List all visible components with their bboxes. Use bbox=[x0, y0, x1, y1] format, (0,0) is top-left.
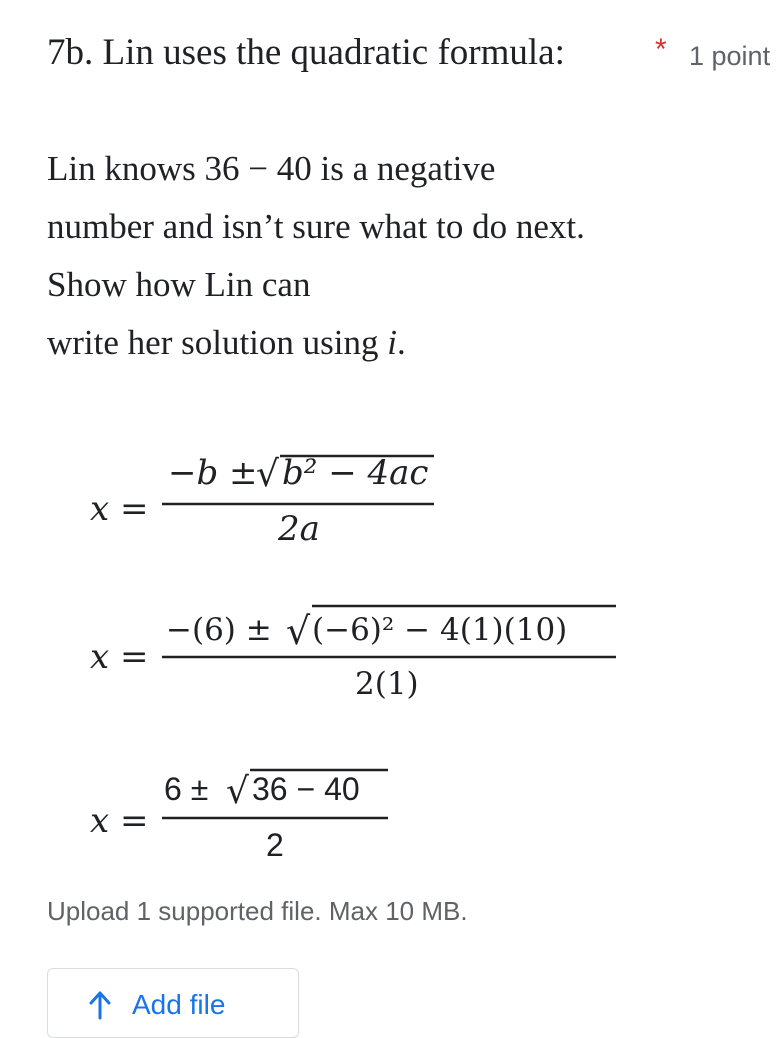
equation-2-numerator-prefix: −(6) ± bbox=[166, 612, 272, 648]
equation-1-denominator: 2a bbox=[278, 509, 320, 549]
equation-3-denominator: 2 bbox=[266, 827, 284, 863]
equation-2-radical: √ bbox=[286, 609, 311, 653]
equation-2 bbox=[90, 606, 616, 702]
question-title: 7b. Lin uses the quadratic formula: bbox=[47, 32, 565, 73]
equation-1 bbox=[90, 453, 434, 549]
equation-1-lhs: x = bbox=[90, 489, 149, 529]
description-line-2: number and isn’t sure what to do next. bbox=[47, 207, 585, 246]
equation-2-radicand: (−6)² − 4(1)(10) bbox=[312, 612, 568, 648]
points-label: 1 point bbox=[689, 41, 771, 71]
equation-3-radicand: 36 − 40 bbox=[252, 771, 360, 807]
equation-3-numerator-prefix: 6 ± bbox=[164, 771, 209, 807]
add-file-button-content[interactable] bbox=[88, 987, 225, 1023]
equation-2-lhs: x = bbox=[90, 637, 149, 677]
description-line-3: Show how Lin can bbox=[47, 265, 311, 304]
description-line-4-text: write her solution using bbox=[47, 323, 388, 362]
equation-3-lhs: x = bbox=[90, 801, 149, 841]
equation-1-radical: √ bbox=[256, 454, 279, 495]
equation-2-denominator: 2(1) bbox=[355, 666, 419, 702]
add-file-label: Add file bbox=[132, 989, 226, 1020]
equation-1-numerator-prefix: −b ± bbox=[168, 453, 258, 493]
add-file-button[interactable] bbox=[47, 968, 299, 1038]
description-line-4-end: . bbox=[396, 323, 406, 362]
equation-3-radical: √ bbox=[226, 771, 249, 812]
upload-arrow-icon bbox=[88, 990, 112, 1020]
upload-note: Upload 1 supported file. Max 10 MB. bbox=[47, 896, 468, 926]
imaginary-unit: i bbox=[387, 323, 397, 362]
equation-3 bbox=[90, 770, 388, 863]
description-line-1: Lin knows 36 − 40 is a negative bbox=[47, 149, 496, 188]
required-marker: * bbox=[655, 33, 667, 66]
equation-1-radicand: b² − 4ac bbox=[282, 453, 429, 493]
